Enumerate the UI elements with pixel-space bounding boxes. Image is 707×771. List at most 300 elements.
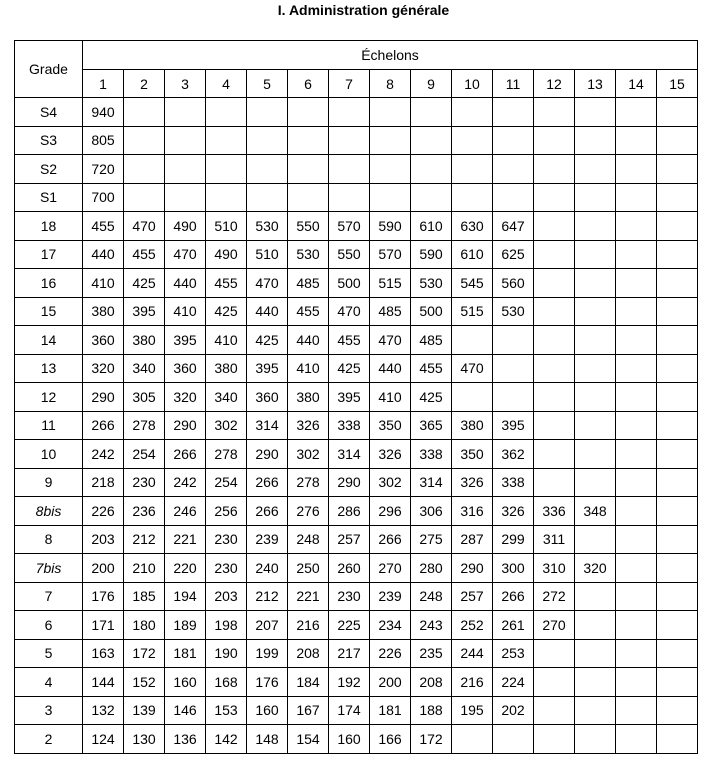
index-cell (657, 639, 698, 668)
grade-label: 8 (35, 502, 44, 519)
index-cell (206, 183, 247, 212)
index-cell: 270 (370, 554, 411, 583)
grade-label: 6 (44, 616, 53, 633)
index-cell: 152 (124, 668, 165, 697)
grade-cell (15, 582, 83, 611)
index-cell: 300 (493, 554, 534, 583)
index-cell (657, 696, 698, 725)
index-cell (534, 269, 575, 298)
index-cell: 425 (247, 326, 288, 355)
index-cell (288, 155, 329, 184)
grade-cell (15, 611, 83, 640)
index-cell: 340 (124, 354, 165, 383)
index-cell (452, 126, 493, 155)
index-cell (452, 383, 493, 412)
index-cell: 302 (288, 440, 329, 469)
index-cell: 153 (206, 696, 247, 725)
table-body (15, 98, 698, 754)
index-cell (534, 240, 575, 269)
index-cell (534, 468, 575, 497)
table-row (15, 155, 698, 184)
index-cell (329, 98, 370, 127)
index-cell: 326 (493, 497, 534, 526)
index-cell (165, 155, 206, 184)
index-cell (616, 497, 657, 526)
index-cell: 216 (452, 668, 493, 697)
echelon-number-header: 3 (165, 70, 206, 98)
echelon-number-header: 1 (83, 70, 124, 98)
grade-cell (15, 326, 83, 355)
index-cell: 290 (452, 554, 493, 583)
index-cell (657, 126, 698, 155)
index-cell: 195 (452, 696, 493, 725)
index-cell (493, 183, 534, 212)
index-cell: 172 (124, 639, 165, 668)
index-cell: 176 (247, 668, 288, 697)
index-cell (616, 525, 657, 554)
echelon-number-header: 14 (616, 70, 657, 98)
index-cell: 395 (165, 326, 206, 355)
index-cell (124, 155, 165, 184)
index-cell: 139 (124, 696, 165, 725)
index-cell: 550 (288, 212, 329, 241)
index-cell: 198 (206, 611, 247, 640)
index-cell (616, 212, 657, 241)
index-cell: 338 (411, 440, 452, 469)
index-cell (657, 354, 698, 383)
index-cell (247, 155, 288, 184)
index-cell: 485 (411, 326, 452, 355)
index-cell: 244 (452, 639, 493, 668)
index-cell: 148 (247, 725, 288, 754)
index-cell: 455 (124, 240, 165, 269)
index-cell (247, 183, 288, 212)
index-cell (288, 98, 329, 127)
grade-label: 11 (41, 417, 56, 434)
index-cell: 485 (370, 297, 411, 326)
index-cell: 220 (165, 554, 206, 583)
index-cell: 380 (452, 411, 493, 440)
index-cell: 261 (493, 611, 534, 640)
index-cell (493, 383, 534, 412)
index-cell (657, 269, 698, 298)
index-cell: 181 (165, 639, 206, 668)
index-cell (616, 668, 657, 697)
index-cell: 230 (206, 554, 247, 583)
index-cell: 338 (329, 411, 370, 440)
index-cell: 625 (493, 240, 534, 269)
index-cell: 252 (452, 611, 493, 640)
index-cell: 500 (329, 269, 370, 298)
index-cell: 224 (493, 668, 534, 697)
index-cell: 218 (83, 468, 124, 497)
table-row (15, 611, 698, 640)
index-cell: 234 (370, 611, 411, 640)
grade-column-header: Grade (15, 41, 83, 98)
index-cell: 124 (83, 725, 124, 754)
grade-cell (15, 126, 83, 155)
index-cell: 184 (288, 668, 329, 697)
index-cell: 239 (247, 525, 288, 554)
index-cell: 314 (411, 468, 452, 497)
grade-cell (15, 240, 83, 269)
grade-label: S3 (39, 132, 58, 149)
index-cell (452, 725, 493, 754)
index-cell: 314 (329, 440, 370, 469)
index-cell (616, 383, 657, 412)
index-cell: 190 (206, 639, 247, 668)
index-cell: 278 (206, 440, 247, 469)
grade-cell (15, 696, 83, 725)
index-cell: 248 (411, 582, 452, 611)
index-cell: 290 (83, 383, 124, 412)
index-cell: 530 (247, 212, 288, 241)
echelon-number-header: 15 (657, 70, 698, 98)
index-cell (575, 98, 616, 127)
index-cell: 290 (329, 468, 370, 497)
index-cell: 590 (411, 240, 452, 269)
index-cell: 163 (83, 639, 124, 668)
index-cell: 350 (370, 411, 411, 440)
grade-suffix: bis (43, 559, 62, 576)
index-cell: 239 (370, 582, 411, 611)
index-cell: 410 (165, 297, 206, 326)
index-cell (657, 383, 698, 412)
index-cell: 189 (165, 611, 206, 640)
index-cell (329, 155, 370, 184)
index-cell (206, 155, 247, 184)
index-cell: 360 (165, 354, 206, 383)
index-cell: 167 (288, 696, 329, 725)
index-cell (657, 440, 698, 469)
index-cell (534, 297, 575, 326)
index-cell: 166 (370, 725, 411, 754)
index-cell: 212 (124, 525, 165, 554)
index-cell: 216 (288, 611, 329, 640)
index-cell: 248 (288, 525, 329, 554)
index-cell (534, 212, 575, 241)
echelons-header: Échelons (83, 41, 698, 70)
echelon-number-header: 4 (206, 70, 247, 98)
grade-label: 14 (40, 331, 57, 348)
index-cell: 311 (534, 525, 575, 554)
index-cell: 242 (165, 468, 206, 497)
index-cell (575, 240, 616, 269)
table-row (15, 554, 698, 583)
index-cell (534, 126, 575, 155)
index-cell: 316 (452, 497, 493, 526)
index-cell: 253 (493, 639, 534, 668)
index-cell: 194 (165, 582, 206, 611)
index-cell (657, 183, 698, 212)
index-cell: 136 (165, 725, 206, 754)
index-cell: 470 (329, 297, 370, 326)
index-cell: 176 (83, 582, 124, 611)
table-row (15, 668, 698, 697)
index-cell (575, 639, 616, 668)
index-cell: 230 (124, 468, 165, 497)
grade-cell (15, 440, 83, 469)
index-cell (616, 582, 657, 611)
index-cell: 515 (452, 297, 493, 326)
index-cell: 326 (370, 440, 411, 469)
index-cell (534, 668, 575, 697)
index-cell: 360 (247, 383, 288, 412)
index-cell: 500 (411, 297, 452, 326)
echelon-number-header: 7 (329, 70, 370, 98)
table-row (15, 411, 698, 440)
table-row (15, 98, 698, 127)
echelon-numbers-row (15, 70, 698, 98)
index-cell (616, 440, 657, 469)
table-row (15, 326, 698, 355)
index-cell: 485 (288, 269, 329, 298)
index-cell (534, 440, 575, 469)
index-cell: 530 (411, 269, 452, 298)
index-cell: 290 (247, 440, 288, 469)
index-cell: 338 (493, 468, 534, 497)
index-cell: 610 (411, 212, 452, 241)
index-cell (575, 611, 616, 640)
index-cell: 242 (83, 440, 124, 469)
index-cell (657, 240, 698, 269)
grade-label: 16 (40, 274, 57, 291)
index-cell (411, 183, 452, 212)
grade-label: 18 (40, 217, 57, 234)
index-cell: 266 (493, 582, 534, 611)
index-cell (657, 98, 698, 127)
index-cell: 290 (165, 411, 206, 440)
index-cell (534, 696, 575, 725)
index-cell: 296 (370, 497, 411, 526)
index-cell: 425 (411, 383, 452, 412)
grade-cell (15, 668, 83, 697)
index-cell: 146 (165, 696, 206, 725)
index-cell: 200 (370, 668, 411, 697)
header-row (15, 41, 698, 70)
index-cell (575, 212, 616, 241)
index-cell: 221 (165, 525, 206, 554)
index-cell (124, 126, 165, 155)
index-cell (616, 468, 657, 497)
index-cell (206, 98, 247, 127)
table-row (15, 212, 698, 241)
echelon-number-header: 9 (411, 70, 452, 98)
index-cell: 185 (124, 582, 165, 611)
grade-label: 15 (40, 303, 57, 320)
echelon-number-header: 12 (534, 70, 575, 98)
index-cell: 515 (370, 269, 411, 298)
table-row (15, 269, 698, 298)
index-cell (616, 326, 657, 355)
index-cell: 168 (206, 668, 247, 697)
index-cell: 560 (493, 269, 534, 298)
index-cell: 326 (452, 468, 493, 497)
index-cell: 208 (411, 668, 452, 697)
index-cell: 647 (493, 212, 534, 241)
index-cell: 181 (370, 696, 411, 725)
index-cell (411, 126, 452, 155)
index-cell: 336 (534, 497, 575, 526)
index-cell (493, 126, 534, 155)
index-cell (657, 725, 698, 754)
index-cell (534, 98, 575, 127)
index-cell (452, 326, 493, 355)
index-cell: 203 (206, 582, 247, 611)
index-cell: 630 (452, 212, 493, 241)
index-cell (657, 554, 698, 583)
index-cell: 257 (452, 582, 493, 611)
grade-label: 13 (40, 360, 57, 377)
index-cell: 320 (165, 383, 206, 412)
index-cell (616, 639, 657, 668)
table-row (15, 297, 698, 326)
index-cell: 278 (288, 468, 329, 497)
index-cell: 425 (329, 354, 370, 383)
index-cell (493, 725, 534, 754)
index-cell (616, 240, 657, 269)
index-cell: 299 (493, 525, 534, 554)
index-cell: 250 (288, 554, 329, 583)
index-cell: 310 (534, 554, 575, 583)
index-cell: 410 (288, 354, 329, 383)
index-cell (288, 126, 329, 155)
index-cell: 236 (124, 497, 165, 526)
index-cell: 266 (165, 440, 206, 469)
index-cell: 490 (206, 240, 247, 269)
index-cell (616, 411, 657, 440)
index-cell (616, 269, 657, 298)
index-cell (534, 383, 575, 412)
echelon-number-header: 11 (493, 70, 534, 98)
grade-cell (15, 155, 83, 184)
index-cell (329, 126, 370, 155)
index-cell: 350 (452, 440, 493, 469)
index-cell: 380 (288, 383, 329, 412)
index-cell (575, 525, 616, 554)
index-cell (616, 126, 657, 155)
grade-cell (15, 725, 83, 754)
index-cell: 395 (329, 383, 370, 412)
index-cell (657, 582, 698, 611)
index-cell: 340 (206, 383, 247, 412)
index-cell: 257 (329, 525, 370, 554)
index-cell: 230 (329, 582, 370, 611)
index-cell (247, 98, 288, 127)
index-cell (616, 696, 657, 725)
table-row (15, 497, 698, 526)
index-cell (616, 725, 657, 754)
grade-label: 4 (44, 673, 53, 690)
index-cell: 192 (329, 668, 370, 697)
index-cell: 132 (83, 696, 124, 725)
index-cell (575, 411, 616, 440)
index-cell (657, 326, 698, 355)
index-cell: 455 (411, 354, 452, 383)
index-cell: 306 (411, 497, 452, 526)
echelon-number-header: 2 (124, 70, 165, 98)
index-cell: 326 (288, 411, 329, 440)
grade-label: 3 (44, 702, 53, 719)
index-cell (657, 297, 698, 326)
index-cell (657, 411, 698, 440)
index-cell: 425 (124, 269, 165, 298)
grade-cell (15, 525, 83, 554)
index-cell: 160 (247, 696, 288, 725)
index-cell: 276 (288, 497, 329, 526)
index-cell (370, 155, 411, 184)
index-cell (575, 725, 616, 754)
index-cell (534, 326, 575, 355)
index-cell: 212 (247, 582, 288, 611)
index-cell: 510 (247, 240, 288, 269)
index-cell: 171 (83, 611, 124, 640)
index-cell: 200 (83, 554, 124, 583)
index-cell: 365 (411, 411, 452, 440)
index-cell: 278 (124, 411, 165, 440)
index-cell (493, 155, 534, 184)
index-cell: 203 (83, 525, 124, 554)
index-cell: 440 (247, 297, 288, 326)
index-cell: 254 (206, 468, 247, 497)
index-cell (165, 98, 206, 127)
index-cell (411, 98, 452, 127)
index-cell: 160 (165, 668, 206, 697)
index-cell: 174 (329, 696, 370, 725)
index-cell (370, 98, 411, 127)
table-row (15, 468, 698, 497)
index-cell: 243 (411, 611, 452, 640)
grade-suffix: bis (43, 502, 62, 519)
index-cell (657, 468, 698, 497)
index-cell: 210 (124, 554, 165, 583)
index-cell: 302 (206, 411, 247, 440)
grade-label: 9 (44, 474, 53, 491)
echelon-number-header: 8 (370, 70, 411, 98)
index-cell: 225 (329, 611, 370, 640)
index-cell (657, 497, 698, 526)
index-cell: 314 (247, 411, 288, 440)
grade-label: S2 (39, 160, 58, 177)
index-cell (534, 725, 575, 754)
index-cell: 550 (329, 240, 370, 269)
index-cell: 455 (83, 212, 124, 241)
index-cell (616, 354, 657, 383)
index-cell (206, 126, 247, 155)
grade-label: 8 (44, 531, 53, 548)
index-cell: 275 (411, 525, 452, 554)
grade-label: 10 (40, 445, 57, 462)
index-cell: 348 (575, 497, 616, 526)
grade-label: 7 (44, 588, 53, 605)
index-cell: 440 (165, 269, 206, 298)
index-cell: 226 (83, 497, 124, 526)
grade-cell (15, 297, 83, 326)
index-cell: 395 (493, 411, 534, 440)
index-cell (575, 297, 616, 326)
table-row (15, 240, 698, 269)
index-cell (452, 155, 493, 184)
table-row (15, 725, 698, 754)
index-cell: 230 (206, 525, 247, 554)
index-cell: 199 (247, 639, 288, 668)
grade-label: 7 (35, 559, 44, 576)
index-cell (657, 212, 698, 241)
index-cell: 144 (83, 668, 124, 697)
index-cell (493, 98, 534, 127)
index-cell (575, 354, 616, 383)
index-cell: 226 (370, 639, 411, 668)
